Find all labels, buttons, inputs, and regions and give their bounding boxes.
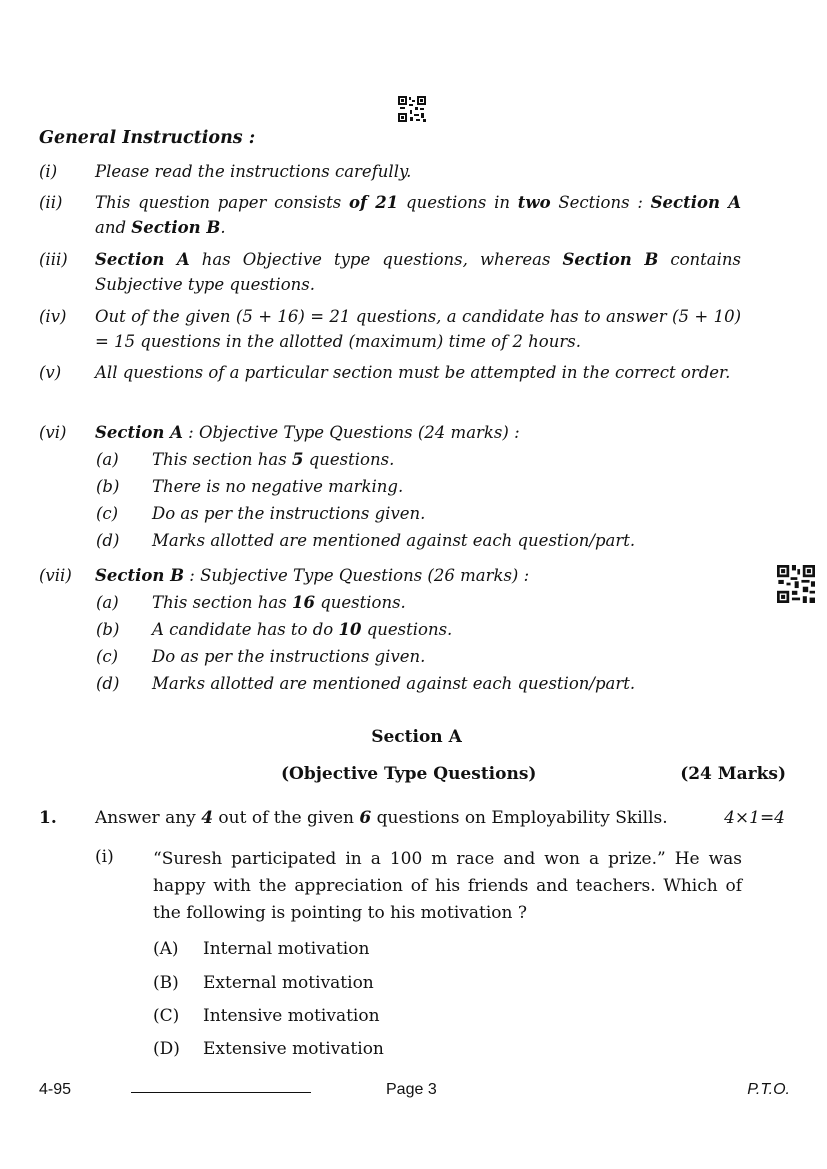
emphasis-text: Section B [562, 250, 659, 269]
option-text: Extensive motivation [203, 1039, 384, 1059]
instruction-number: (iv) [39, 307, 67, 326]
instruction-item [39, 563, 741, 588]
instruction-text-part: This section has [152, 450, 292, 469]
instruction-subitem [96, 501, 425, 526]
emphasis-text: Section A [95, 423, 183, 442]
instruction-number: (vi) [39, 423, 67, 442]
option-label: (C) [153, 1006, 180, 1026]
subitem-label: (d) [96, 674, 120, 693]
instruction-text-part: Marks allotted are mentioned against each question/part. [152, 531, 636, 550]
footer-divider [131, 1092, 311, 1093]
instruction-subitem [96, 617, 452, 642]
subitem-label: (b) [96, 620, 120, 639]
subquestion-number: (i) [95, 847, 114, 867]
section-a-marks: (24 Marks) [680, 764, 786, 784]
option-c [153, 1006, 380, 1026]
instruction-text-part: questions. [314, 593, 406, 612]
instruction-text [95, 247, 741, 297]
subitem-text [152, 447, 394, 472]
instruction-text-part: Do as per the instructions given. [152, 504, 426, 523]
page-number: Page 3 [386, 1081, 437, 1098]
instruction-number: (iii) [39, 250, 68, 269]
subitem-label: (a) [96, 450, 119, 469]
instruction-number: (v) [39, 363, 62, 382]
qr-code-side [777, 565, 815, 603]
emphasis-text: of 21 [348, 193, 399, 212]
instruction-text-part: This section has [152, 593, 292, 612]
instruction-text-part: Please read the instructions carefully. [95, 162, 412, 181]
subitem-label: (d) [96, 531, 120, 550]
instruction-item [39, 190, 741, 240]
pto-label: P.T.O. [747, 1081, 790, 1098]
emphasis-text: Section B [95, 566, 185, 585]
subitem-label: (c) [96, 647, 119, 666]
general-instructions-title: General Instructions : [39, 128, 256, 148]
option-label: (A) [153, 939, 179, 959]
instruction-subitem [96, 474, 403, 499]
emphasis-text: two [517, 193, 551, 212]
question-text: Answer any 4 out of the given 6 questions on Employability Skills. [95, 808, 668, 828]
instruction-item [39, 420, 741, 445]
instruction-text-part: This question paper consists [95, 193, 349, 212]
emphasis-text: Section A [95, 250, 190, 269]
instruction-text-part: Sections : [550, 193, 651, 212]
question-number: 1. [39, 808, 57, 828]
instruction-subitem [96, 447, 394, 472]
option-d [153, 1039, 384, 1059]
instruction-text-part: contains Subjective type questions. [95, 250, 741, 294]
instruction-text [95, 304, 741, 354]
instruction-text-part: Out of the given (5 + 16) = 21 questions, a candidate has to answer (5 + 10) = 15 questions in the allotted (maximum) time of 2 hours. [95, 307, 741, 351]
subitem-text [152, 644, 425, 669]
subitem-text [152, 474, 403, 499]
instruction-text-part: questions in [398, 193, 518, 212]
instruction-text-part: has Objective type questions, whereas [189, 250, 563, 269]
instruction-text [95, 360, 741, 385]
subitem-text [152, 501, 425, 526]
instruction-item [39, 159, 741, 184]
subitem-text [152, 617, 452, 642]
emphasis-text: Section A [650, 193, 741, 212]
qr-code-top [398, 96, 426, 122]
instruction-text [95, 159, 741, 184]
option-a [153, 939, 369, 959]
instruction-subitem [96, 528, 635, 553]
option-text: External motivation [203, 973, 374, 993]
option-text: Intensive motivation [203, 1006, 380, 1026]
emphasis-text: 10 [338, 620, 362, 639]
instruction-text-part: Do as per the instructions given. [152, 647, 426, 666]
instruction-item [39, 360, 741, 385]
instruction-text-part: There is no negative marking. [152, 477, 404, 496]
emphasis-text: 16 [291, 593, 315, 612]
instruction-text-part: questions. [303, 450, 395, 469]
section-a-title: Section A [371, 727, 462, 747]
instruction-text-part: : Objective Type Questions (24 marks) : [182, 423, 520, 442]
instruction-text-part: and [95, 218, 132, 237]
emphasis-text: 5 [291, 450, 304, 469]
instruction-subitem [96, 644, 425, 669]
subitem-text [152, 590, 406, 615]
instruction-text-part: : Subjective Type Questions (26 marks) : [184, 566, 530, 585]
emphasis-text: Section B [131, 218, 221, 237]
subquestion-text: “Suresh participated in a 100 m race and won a prize.” He was happy with the appreciation of his friends and teachers. Which of the following is pointing to his motivation ? [153, 849, 742, 923]
subitem-label: (a) [96, 593, 119, 612]
question-marks: 4×1=4 [724, 808, 785, 828]
subitem-label: (b) [96, 477, 120, 496]
option-label: (B) [153, 973, 179, 993]
instruction-number: (ii) [39, 193, 63, 212]
instruction-text [95, 563, 741, 588]
instruction-text-part: A candidate has to do [152, 620, 339, 639]
section-a-subtitle: (Objective Type Questions) [281, 764, 537, 784]
subitem-text [152, 528, 635, 553]
instruction-subitem [96, 671, 635, 696]
option-text: Internal motivation [203, 939, 370, 959]
instruction-text-part: All questions of a particular section must be attempted in the correct order. [95, 363, 731, 382]
instruction-number: (vii) [39, 566, 72, 585]
instruction-item [39, 247, 741, 297]
option-b [153, 973, 374, 993]
instruction-text-part: . [220, 218, 226, 237]
instruction-number: (i) [39, 162, 58, 181]
paper-code: 4-95 [39, 1081, 72, 1098]
subitem-label: (c) [96, 504, 119, 523]
instruction-item [39, 304, 741, 354]
instruction-text [95, 190, 741, 240]
subitem-text [152, 671, 635, 696]
instruction-text-part: questions. [361, 620, 453, 639]
instruction-text-part: Marks allotted are mentioned against each question/part. [152, 674, 636, 693]
instruction-subitem [96, 590, 406, 615]
instruction-text [95, 420, 741, 445]
option-label: (D) [153, 1039, 180, 1059]
